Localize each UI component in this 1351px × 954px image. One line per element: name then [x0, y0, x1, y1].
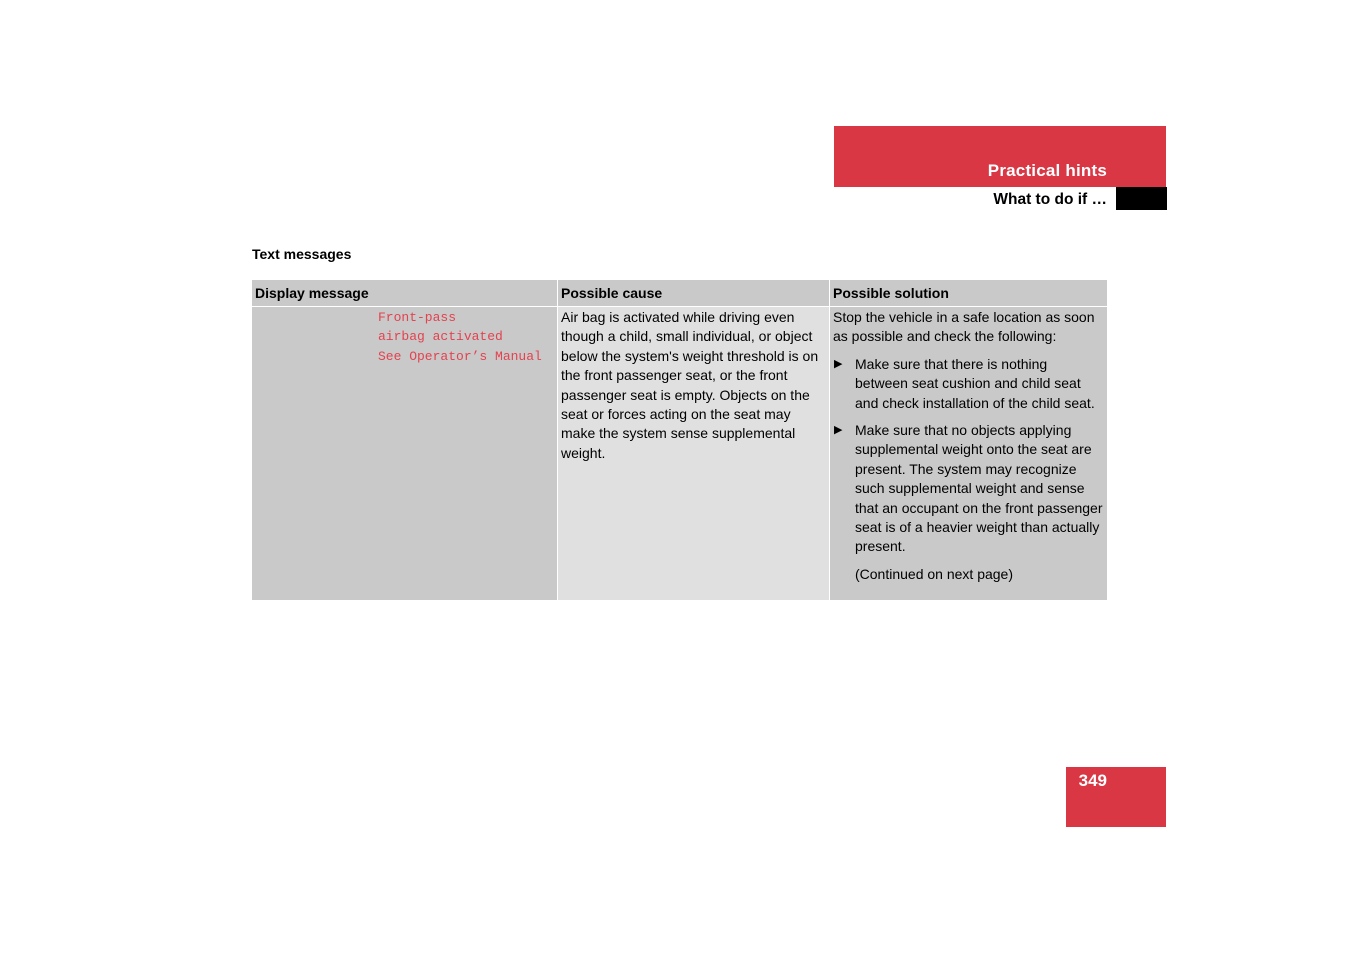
page-number: 349: [1078, 771, 1107, 790]
display-line: Front-pass: [378, 310, 457, 325]
section-title: What to do if …: [993, 191, 1107, 208]
possible-solution-cell: [830, 307, 1107, 600]
table-header-row: [252, 280, 1107, 307]
display-message-text: [378, 308, 554, 366]
display-line: airbag activated: [378, 329, 503, 345]
solution-intro: Stop the vehicle in a safe location as soon as possible and check the following:: [833, 309, 1095, 345]
triangle-right-icon: ▶: [834, 357, 843, 370]
solution-step-text: Make sure that there is nothing between seat cushion and child seat and check installation of the child seat.: [855, 355, 1095, 411]
display-line: See Operator’s Manual: [378, 348, 542, 364]
page-number-tab: [1066, 767, 1166, 827]
triangle-right-icon: ▶: [834, 424, 843, 437]
section-marker-tab: [1116, 187, 1167, 210]
column-header-display-message: Display message: [252, 280, 557, 307]
page-heading: Text messages: [252, 246, 352, 262]
text-messages-table: [252, 280, 1107, 600]
chapter-title: Practical hints: [987, 161, 1107, 180]
continued-note: (Continued on next page): [855, 565, 1013, 582]
column-header-possible-cause: Possible cause: [557, 280, 830, 307]
chapter-header: [834, 126, 1166, 187]
possible-cause-cell: [557, 307, 830, 600]
possible-cause-text: Air bag is activated while driving even though a child, small individual, or object below the system's weight threshold is on the front passenger seat, or the front passenger seat is empty. Objects on the seat or forces acting on the seat may make the system sense supplemental weight.: [561, 309, 819, 461]
solution-step-text: Make sure that no objects applying supplemental weight onto the seat are present. The system may recognize such supplemental weight and sense that an occupant on the front passenger seat is of a heavier weight than actually present.: [855, 422, 1103, 555]
table-row: [252, 307, 1107, 600]
solution-steps: [833, 355, 1104, 557]
display-message-cell: [252, 307, 557, 600]
column-header-possible-solution: Possible solution: [830, 280, 1107, 307]
list-item: [833, 355, 1104, 413]
list-item: [833, 421, 1104, 557]
